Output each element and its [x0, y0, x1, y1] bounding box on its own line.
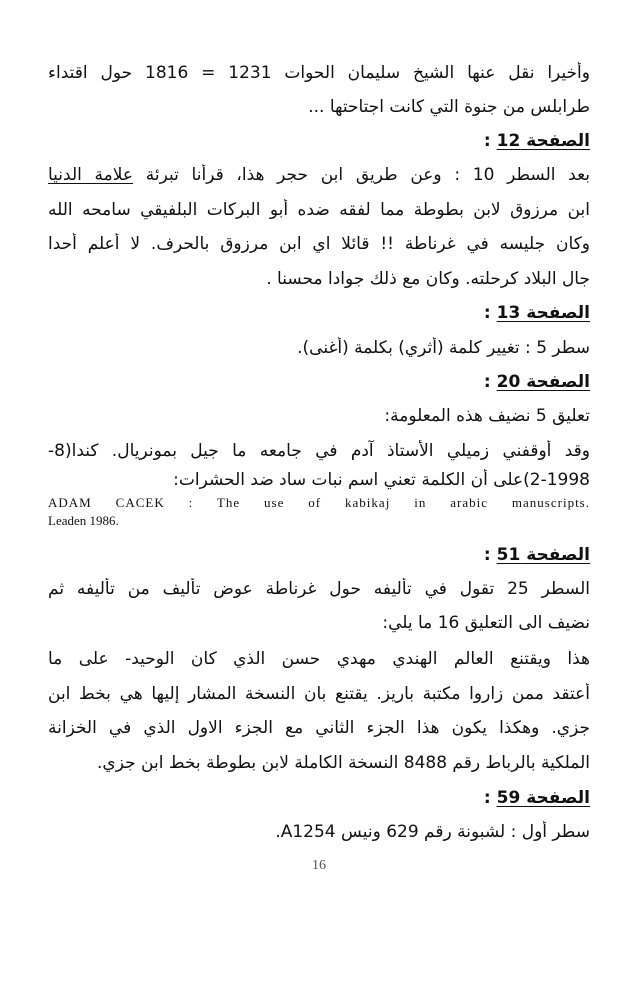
page-number: 16 [312, 858, 326, 873]
text-line: نضيف الى التعليق 16 ما يلي: [382, 613, 590, 633]
text-line: أعتقد ممن زاروا مكتبة باريز. يقتنع بان النسخة المشار إليها هي بخط ابن [48, 684, 590, 704]
heading-label: الصفحة 13 [496, 303, 590, 323]
heading-label: الصفحة 12 [496, 131, 590, 151]
text-line: طرابلس من جنوة التي كانت اجتاحتها ... [308, 97, 590, 117]
section-heading: الصفحة 59 : [483, 788, 590, 808]
text-line: ابن مرزوق لابن بطوطة مما لفقه ضده أبو البركات البلفيقي سامحه الله [48, 200, 590, 220]
text-line: سطر أول : لشبونة رقم 629 ونيس A1254. [275, 822, 590, 842]
text-line: جزي. وهكذا يكون هذا الجزء الثاني مع الجزء الاول الذي في الخزانة [48, 718, 590, 738]
section-heading: الصفحة 12 : [483, 131, 590, 151]
text-line: جال البلاد كرحلته. وكان مع ذلك جوادا محسنا . [266, 269, 590, 289]
text-line: وأخيرا نقل عنها الشيخ سليمان الحوات 1231 = 1816 حول اقتداء [48, 63, 590, 83]
text-line: السطر 25 تقول في تأليفه حول غرناطة عوض تأليف من تأليفه ثم [48, 579, 590, 599]
text-line: وكان جليسه في غرناطة !! قائلا اي ابن مرزوق بالحرف. لا أعلم أحدا [48, 234, 590, 254]
section-heading: الصفحة 13 : [483, 303, 590, 323]
text-line: هذا ويقتنع العالم الهندي مهدي حسن الذي كان الوحيد- على ما [48, 649, 590, 669]
underlined-phrase: علامة الدنيا [48, 165, 134, 185]
heading-label: الصفحة 20 [496, 372, 590, 392]
text-line [48, 164, 590, 186]
heading-label: الصفحة 59 [496, 788, 590, 808]
citation-line: Leaden 1986. [48, 513, 119, 528]
text-segment: بعد السطر 10 : وعن طريق ابن حجر هذا، قرأنا تبرئة [145, 165, 590, 185]
text-line: سطر 5 : تغيير كلمة (أثري) بكلمة (أغنى). [297, 338, 590, 358]
text-line: وقد أوقفني زميلي الأستاذ آدم في جامعه ما جيل بمونريال. كندا(8- [48, 441, 590, 461]
section-heading: الصفحة 51 : [483, 545, 590, 565]
section-heading: الصفحة 20 : [483, 372, 590, 392]
citation-line: ADAM CACEK : The use of kabikaj in arabic manuscripts. [48, 495, 590, 510]
text-line: تعليق 5 نضيف هذه المعلومة: [384, 406, 590, 426]
text-line: الملكية بالرباط رقم 8488 النسخة الكاملة لابن بطوطة بخط ابن جزي. [97, 753, 590, 773]
text-line: 2-1998)على أن الكلمة تعني اسم نبات ساد ضد الحشرات: [173, 470, 590, 490]
heading-label: الصفحة 51 [496, 545, 590, 565]
